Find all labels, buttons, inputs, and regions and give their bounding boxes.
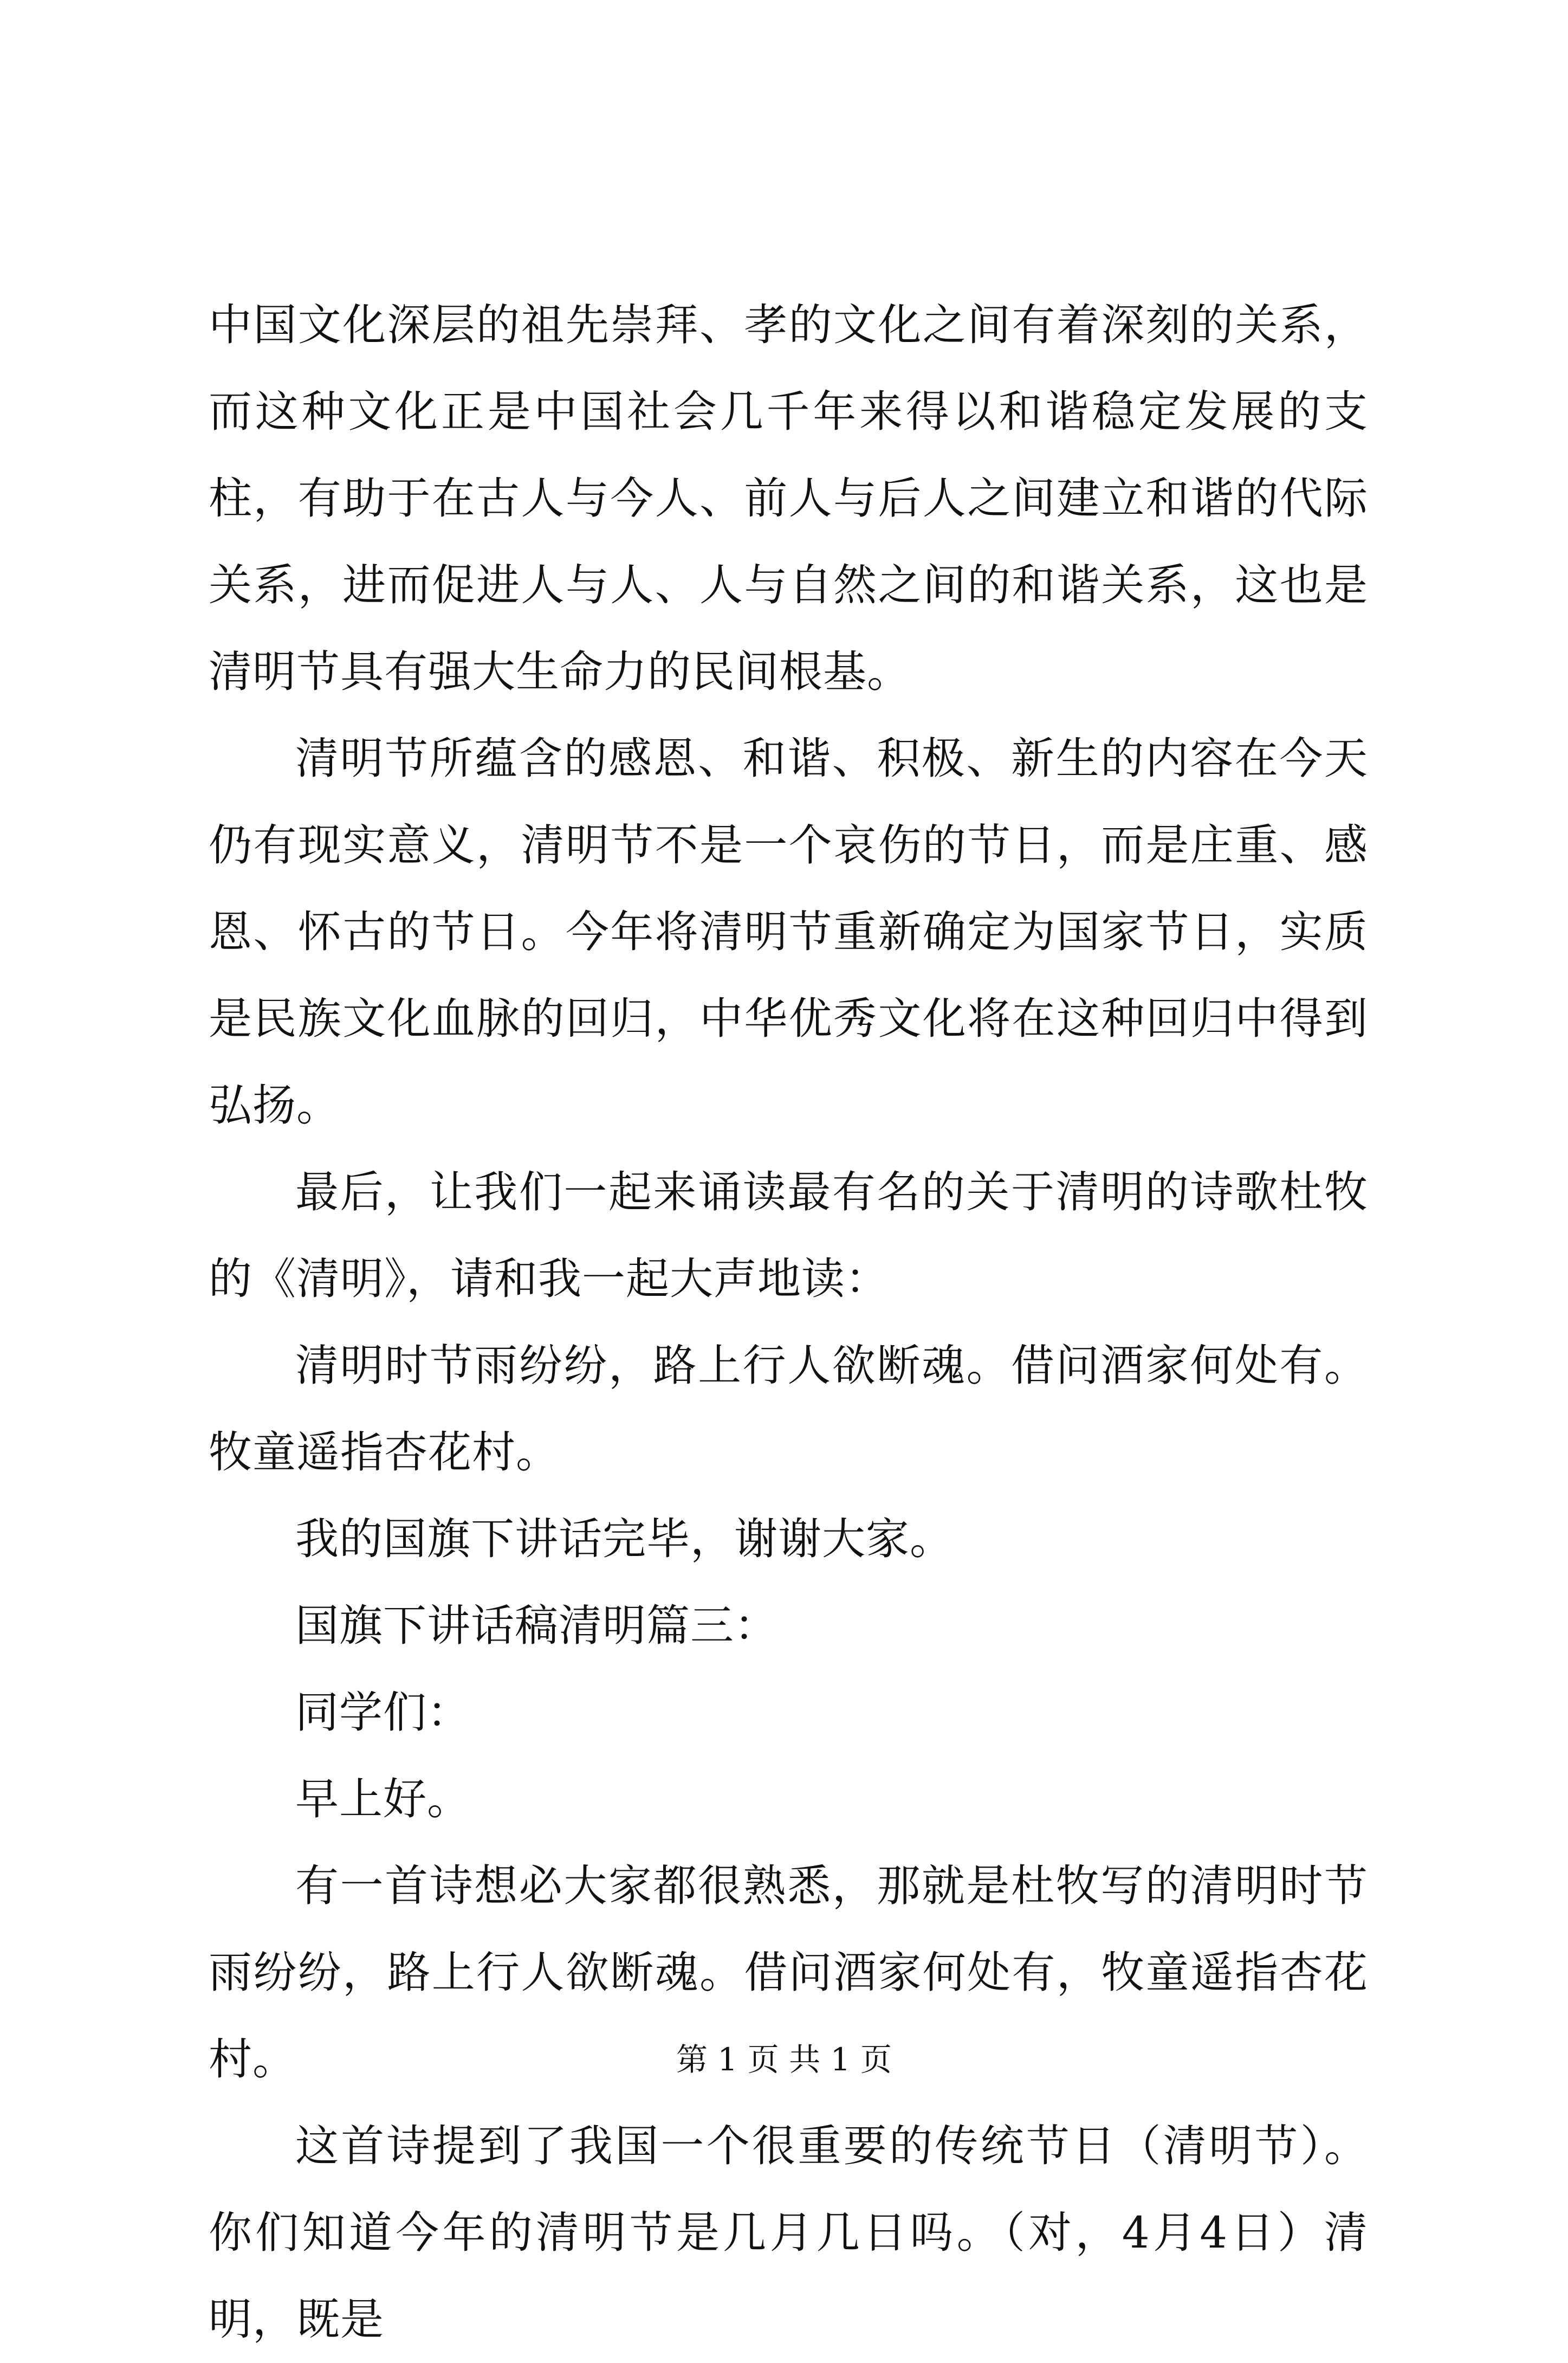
paragraph-significance: 清明节所蕴含的感恩、和谐、积极、新生的内容在今天仍有现实意义，清明节不是一个哀伤的节日，而是庄重、感恩、怀古的节日。今年将清明节重新确定为国家节日，实质是民族文化血脉的回归，中华优秀文化将在这种回归中得到弘扬。 xyxy=(209,733,1368,1131)
paragraph-poem-intro: 最后，让我们一起来诵读最有名的关于清明的诗歌杜牧的《清明》，请和我一起大声地读： xyxy=(209,1167,1368,1304)
paragraph-poem-mention: 有一首诗想必大家都很熟悉，那就是杜牧写的清明时节雨纷纷，路上行人欲断魂。借问酒家何处有，牧童遥指杏花村。 xyxy=(209,1861,1368,2084)
paragraph-continuation: 中国文化深层的祖先崇拜、孝的文化之间有着深刻的关系，而这种文化正是中国社会几千年来得以和谐稳定发展的支柱，有助于在古人与今人、前人与后人之间建立和谐的代际关系，进而促进人与人、人与自然之间的和谐关系，这也是清明节具有强大生命力的民间根基。 xyxy=(209,300,1368,697)
page-footer: 第 1 页 共 1 页 xyxy=(676,2041,892,2078)
paragraph-closing: 我的国旗下讲话完毕，谢谢大家。 xyxy=(295,1514,954,1564)
section-heading: 国旗下讲话稿清明篇三： xyxy=(295,1600,778,1651)
paragraph-salutation: 同学们： xyxy=(295,1687,471,1738)
paragraph-poem: 清明时节雨纷纷，路上行人欲断魂。借问酒家何处有。牧童遥指杏花村。 xyxy=(209,1340,1368,1477)
paragraph-greeting: 早上好。 xyxy=(295,1774,471,1824)
paragraph-festival: 这首诗提到了我国一个很重要的传统节日（清明节）。你们知道今年的清明节是几月几日吗。（对，4月4日）清明，既是 xyxy=(209,2121,1368,2345)
